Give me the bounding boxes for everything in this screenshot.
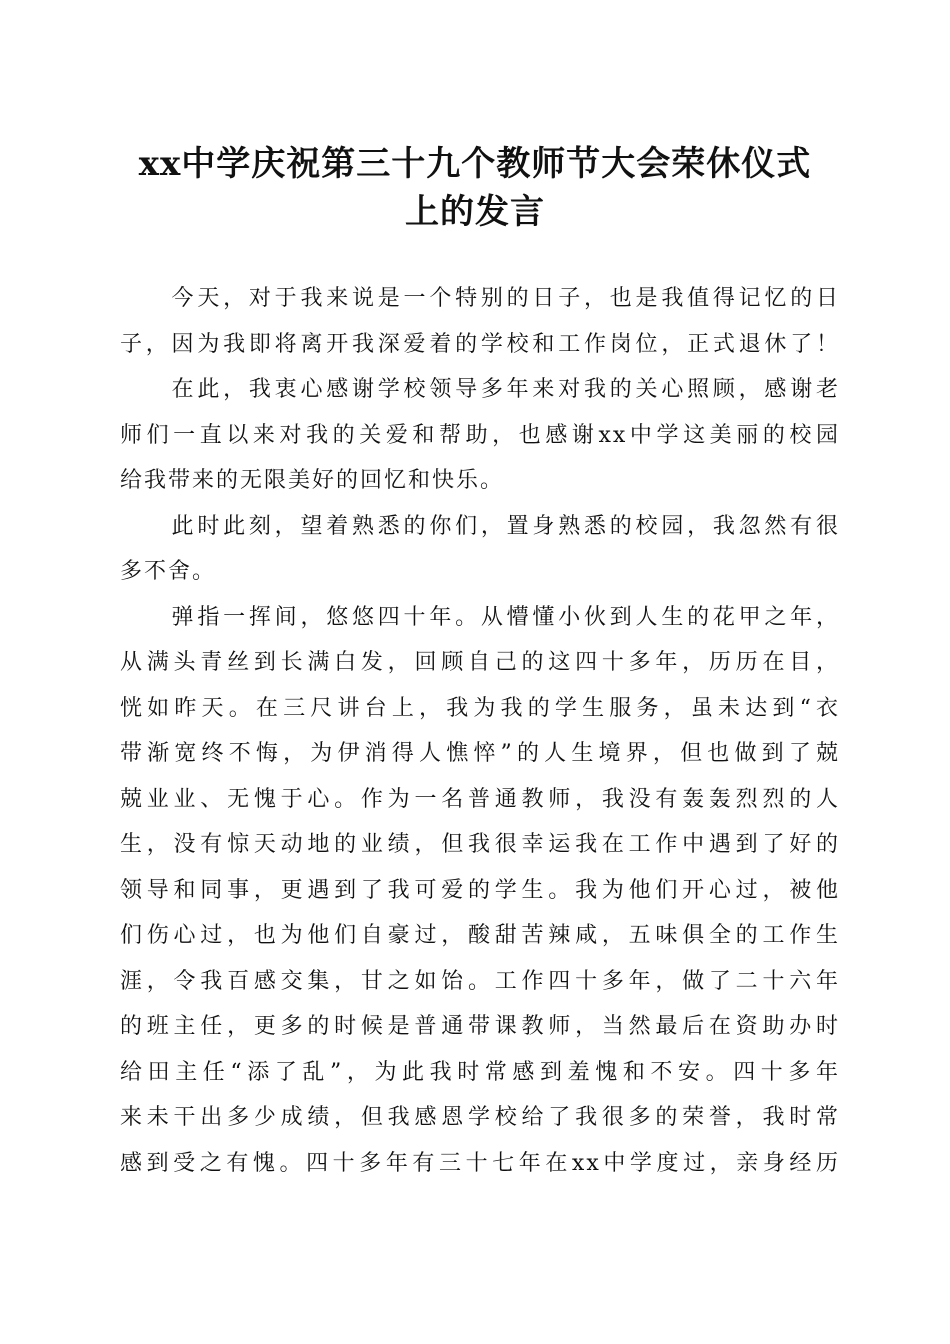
paragraph [120, 595, 840, 1187]
text-line: 带渐宽终不悔，为伊消得人憔悴”的人生境界，但也做到了兢 [120, 741, 840, 766]
text-line: 们伤心过，也为他们自豪过，酸甜苦辣咸，五味俱全的工作生 [120, 923, 840, 948]
text-line: 领导和同事，更遇到了我可爱的学生。我为他们开心过，被他 [120, 877, 840, 903]
text-line: 此时此刻，望着熟悉的你们，置身熟悉的校园，我忽然有很 [120, 513, 840, 539]
text-line: 弹指一挥间，悠悠四十年。从懵懂小伙到人生的花甲之年， [120, 604, 840, 630]
paragraph [120, 367, 840, 504]
text-line: 兢业业、无愧于心。作为一名普通教师，我没有轰轰烈烈的人 [120, 786, 840, 812]
text-line: 来未干出多少成绩，但我感恩学校给了我很多的荣誉，我时常 [120, 1105, 840, 1130]
text-line: 子，因为我即将离开我深爱着的学校和工作岗位，正式退休了！ [120, 331, 840, 357]
paragraph [120, 276, 840, 367]
text-line: 多不舍。 [120, 559, 217, 584]
text-line: 给田主任“添了乱”，为此我时常感到羞愧和不安。四十多年 [120, 1059, 840, 1085]
text-line: 师们一直以来对我的关爱和帮助，也感谢xx中学这美丽的校园 [120, 422, 840, 448]
text-line: 今天，对于我来说是一个特别的日子，也是我值得记忆的日 [120, 286, 840, 311]
text-line: 在此，我衷心感谢学校领导多年来对我的关心照顾，感谢老 [120, 377, 840, 402]
paragraph [120, 504, 840, 595]
text-line: 生，没有惊天动地的业绩，但我很幸运我在工作中遇到了好的 [120, 832, 840, 857]
title-line: xx中学庆祝第三十九个教师节大会荣休仪式 [138, 144, 812, 184]
document-title [80, 140, 870, 236]
text-line: 恍如昨天。在三尺讲台上，我为我的学生服务，虽未达到“衣 [120, 695, 840, 721]
text-line: 感到受之有愧。四十多年有三十七年在xx中学度过，亲身经历 [120, 1150, 840, 1176]
document-body [120, 276, 840, 1186]
text-line: 的班主任，更多的时候是普通带课教师，当然最后在资助办时 [120, 1014, 840, 1039]
text-line: 涯，令我百感交集，甘之如饴。工作四十多年，做了二十六年 [120, 968, 840, 994]
text-line: 给我带来的无限美好的回忆和快乐。 [120, 468, 505, 493]
title-line: 上的发言 [405, 192, 545, 232]
text-line: 从满头青丝到长满白发，回顾自己的这四十多年，历历在目， [120, 650, 840, 675]
